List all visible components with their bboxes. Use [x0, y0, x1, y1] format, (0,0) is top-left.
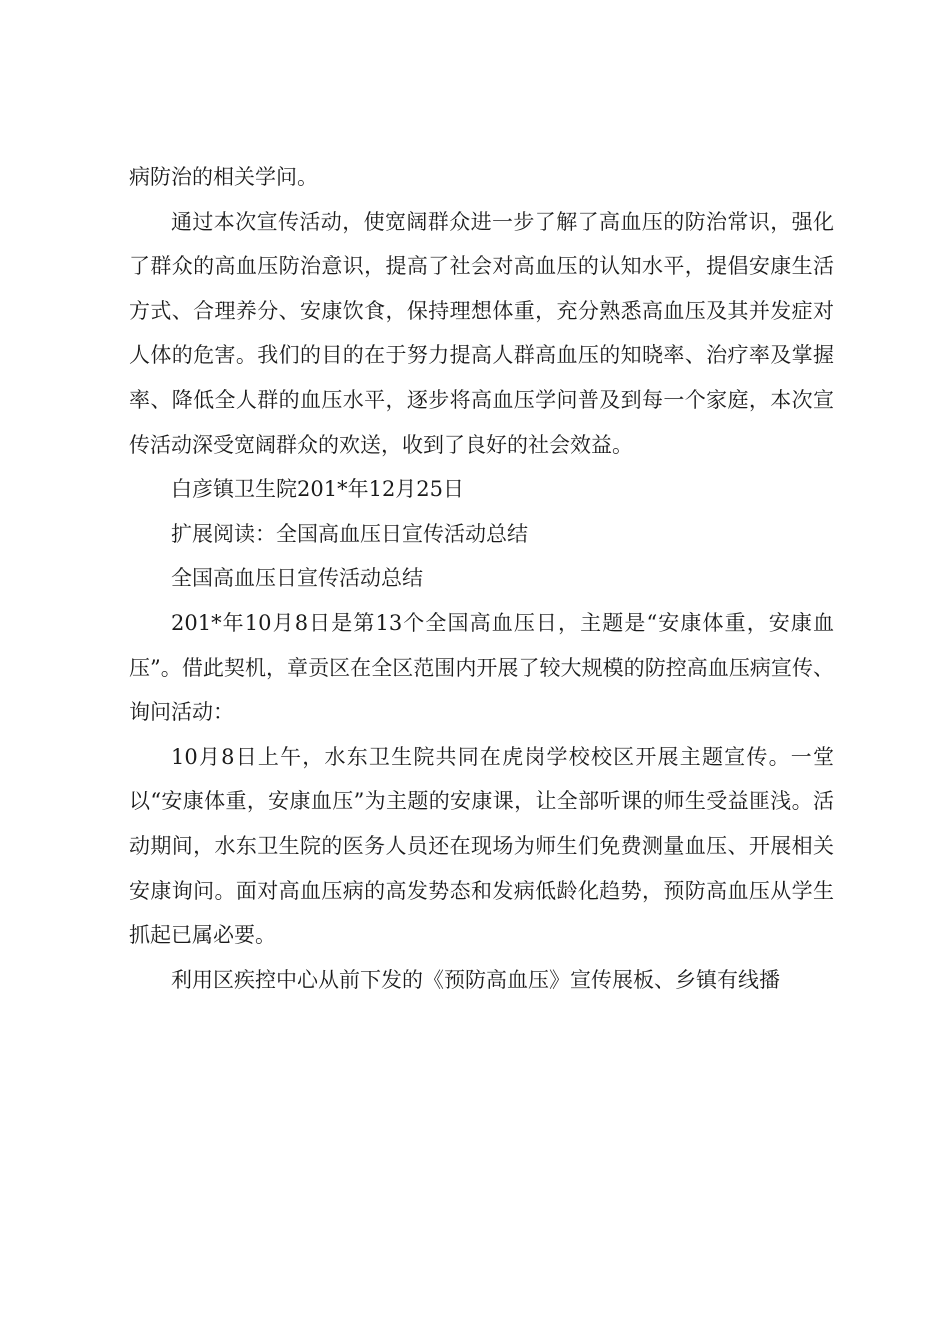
paragraph-continuation: 病防治的相关学问。	[129, 165, 318, 189]
paragraph-shuidong-activity: 10月8日上午，水东卫生院共同在虎岗学校校区开展主题宣传。一堂以“安康体重，安康血压”为主题的安康课，让全部听课的师生受益匪浅。活动期间，水东卫生院的医务人员还在现场为师生们免费测量血压、开展相关安康询问。面对高血压病的高发势态和发病低龄化趋势，预防高血压从学生抓起已属必要。	[129, 744, 834, 948]
section-title: 全国高血压日宣传活动总结	[171, 566, 423, 591]
paragraph-campaign-result: 通过本次宣传活动，使宽阔群众进一步了解了高血压的防治常识，强化了群众的高血压防治意识，提高了社会对高血压的认知水平，提倡安康生活方式、合理养分、安康饮食，保持理想体重，充分熟悉高血压及其并发症对人体的危害。我们的目的在于努力提高人群高血压的知晓率、治疗率及掌握率、降低全人群的血压水平，逐步将高血压学问普及到每一个家庭，本次宣传活动深受宽阔群众的欢送，收到了良好的社会效益。	[129, 209, 834, 457]
extended-reading-heading: 扩展阅读：全国高血压日宣传活动总结	[171, 521, 528, 546]
document-body	[129, 155, 834, 1002]
signature-line: 白彦镇卫生院201*年12月25日	[171, 477, 465, 502]
paragraph-publicity-boards: 利用区疾控中心从前下发的《预防高血压》宣传展板、乡镇有线播	[171, 967, 780, 992]
paragraph-hypertension-day: 201*年10月8日是第13个全国高血压日，主题是“安康体重，安康血压”。借此契机，章贡区在全区范围内开展了较大规模的防控高血压病宣传、询问活动：	[129, 610, 834, 725]
